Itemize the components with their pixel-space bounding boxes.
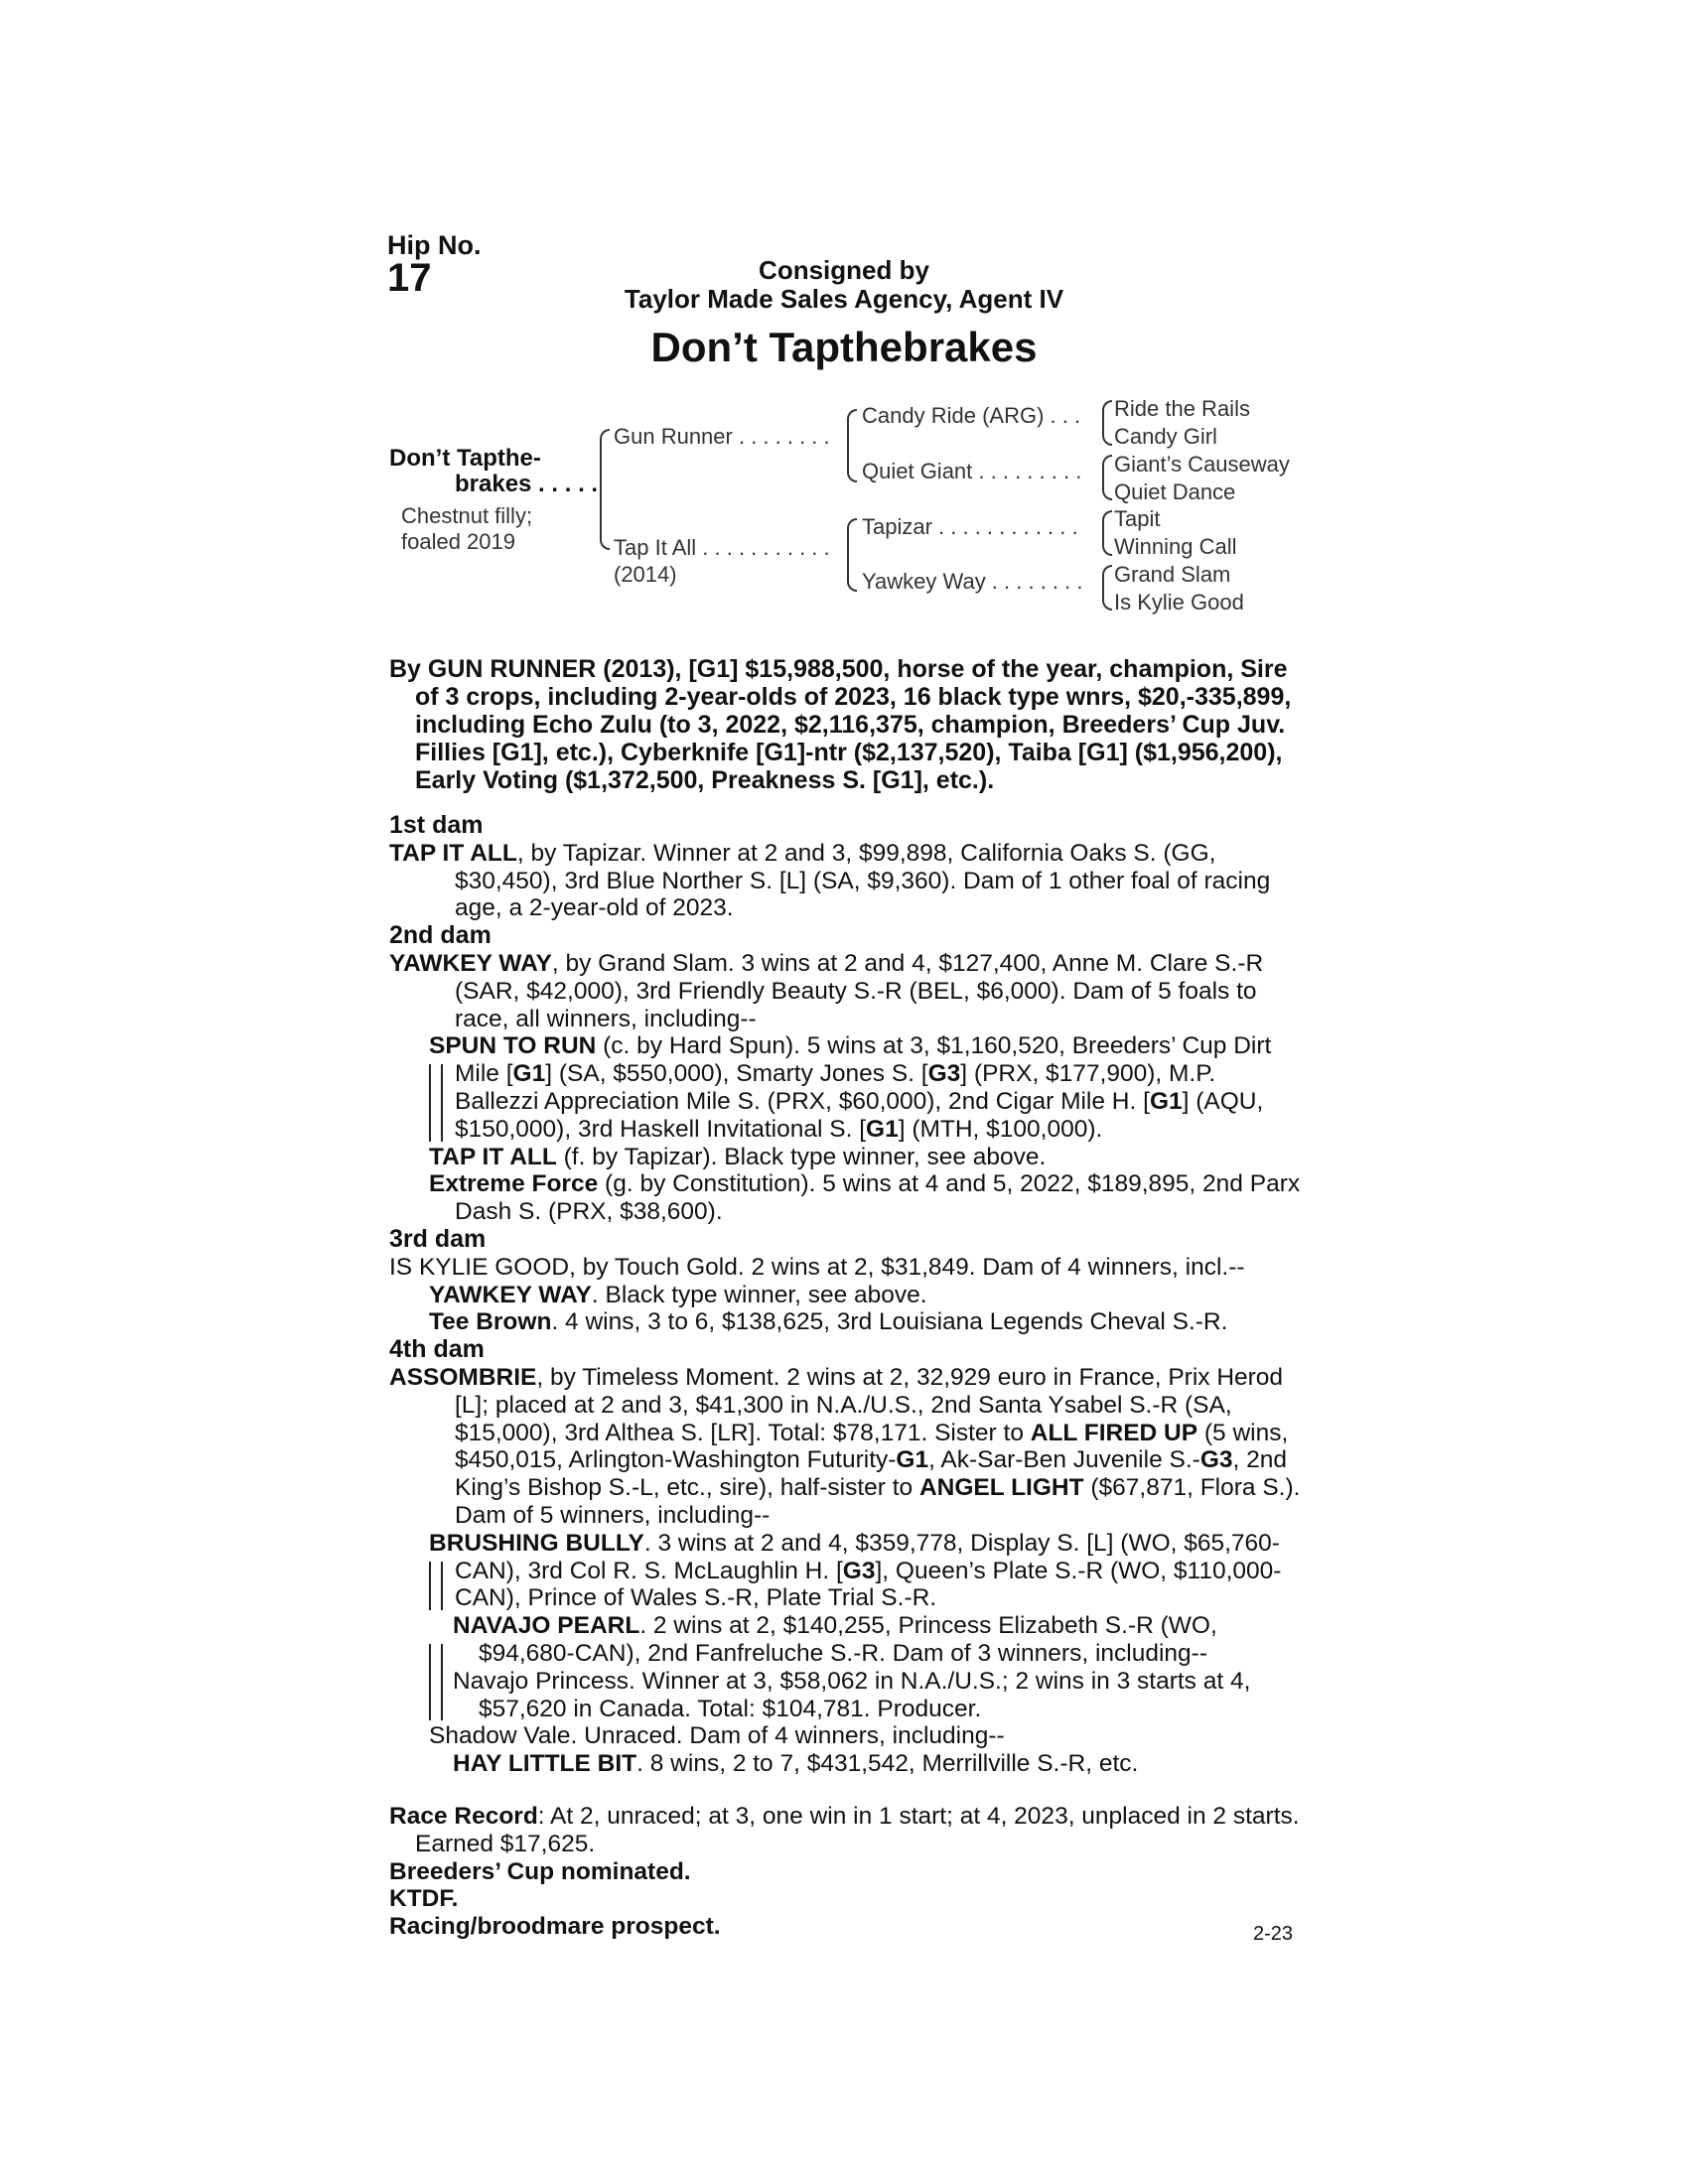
- produce-record-brushing-bully: [389, 1530, 1303, 1612]
- pedigree-g3-ancestor: Grand Slam: [1114, 562, 1231, 587]
- produce-name: BRUSHING BULLY: [429, 1529, 644, 1557]
- pedigree-g3-ancestor: Winning Call: [1114, 534, 1237, 559]
- produce-text: ] (PRX, $177,900), M.P. Ballezzi Appreciation Mile S. (PRX, $60,000), 2nd Cigar Mile H. [: [455, 1060, 1216, 1115]
- breeders-cup-note: Breeders’ Cup nominated.: [389, 1857, 691, 1885]
- produce-record-navajo-pearl: [389, 1612, 1303, 1722]
- second-dam-heading: 2nd dam: [389, 921, 492, 950]
- produce-entry: [389, 1612, 1303, 1668]
- produce-text: (c. by Hard Spun). 5 wins at 3, $1,160,520, Breeders’ Cup Dirt Mile [: [455, 1032, 1272, 1088]
- second-dam-entry: [389, 950, 1303, 1032]
- produce-entry: [389, 1144, 1303, 1171]
- produce-record-spun-to-run: [389, 1032, 1303, 1143]
- pedigree-dam: Tap It All . . . . . . . . . . .: [614, 535, 830, 560]
- produce-entry: [389, 1308, 1303, 1336]
- produce-entry: [389, 1530, 1303, 1612]
- pedigree-brace-g3-3: [1102, 510, 1112, 556]
- prospect-note: Racing/broodmare prospect.: [389, 1913, 721, 1941]
- pedigree-brace-main: [600, 429, 610, 550]
- grade-label: G3: [927, 1060, 961, 1088]
- race-record-label: Race Record: [389, 1803, 538, 1830]
- fourth-dam-entry: [389, 1364, 1303, 1530]
- race-record: [389, 1803, 1303, 1858]
- pedigree-brace-g3-4: [1102, 565, 1112, 611]
- pedigree-g3-ancestor: Tapit: [1114, 506, 1161, 531]
- consigned-by-label: Consigned by: [759, 255, 929, 285]
- pedigree-brace-g3-1: [1102, 400, 1112, 446]
- first-dam-name: TAP IT ALL: [389, 839, 517, 867]
- catalogue-body: [389, 812, 1303, 1778]
- grade-label: G1: [512, 1060, 546, 1088]
- produce-name: YAWKEY WAY: [429, 1281, 592, 1308]
- race-record-text: : At 2, unraced; at 3, one win in 1 start; at 4, 2023, unplaced in 2 starts. Earned $17,625.: [415, 1803, 1300, 1857]
- grade-label: G1: [866, 1115, 899, 1143]
- pedigree-sire-sire: Candy Ride (ARG) . . .: [862, 403, 1081, 428]
- pedigree-g3-ancestor: Ride the Rails: [1114, 396, 1250, 421]
- pedigree-brace-dam: [847, 518, 857, 592]
- ktdf-note: KTDF.: [389, 1885, 459, 1913]
- produce-entry: [389, 1282, 1303, 1309]
- produce-text: . Black type winner, see above.: [591, 1281, 927, 1308]
- produce-text: . 8 wins, 2 to 7, $431,542, Merrillville S.-R, etc.: [636, 1750, 1139, 1778]
- sibling-name: ALL FIRED UP: [1030, 1419, 1198, 1446]
- pedigree-description-line2: foaled 2019: [401, 529, 515, 554]
- fourth-dam-text: ($67,871, Flora S.). Dam of 5 winners, including--: [455, 1474, 1301, 1529]
- fourth-dam-heading: 4th dam: [389, 1335, 485, 1364]
- produce-text: . 4 wins, 3 to 6, $138,625, 3rd Louisiana Legends Cheval S.-R.: [551, 1308, 1228, 1336]
- consignor-name: Taylor Made Sales Agency, Agent IV: [624, 284, 1064, 314]
- produce-text: ] (MTH, $100,000).: [898, 1115, 1103, 1143]
- horse-name-title: Don’t Tapthebrakes: [650, 324, 1038, 370]
- produce-text: ], Queen’s Plate S.-R (WO, $110,000-CAN), Prince of Wales S.-R, Plate Trial S.-R.: [455, 1557, 1282, 1612]
- produce-name: TAP IT ALL: [429, 1143, 557, 1170]
- third-dam-entry: IS KYLIE GOOD, by Touch Gold. 2 wins at 2, $31,849. Dam of 4 winners, incl.--: [389, 1253, 1245, 1281]
- third-dam-heading: 3rd dam: [389, 1224, 487, 1253]
- fourth-dam-text: , Ak-Sar-Ben Juvenile S.-: [928, 1446, 1200, 1474]
- produce-entry: [389, 1032, 1303, 1143]
- produce-bar-marker: [429, 1562, 443, 1610]
- pedigree-brace-g3-2: [1102, 455, 1112, 500]
- produce-text: ] (SA, $550,000), Smarty Jones S. [: [545, 1060, 928, 1088]
- grade-label: G1: [1149, 1087, 1183, 1115]
- pedigree-g3-ancestor: Candy Girl: [1114, 424, 1217, 449]
- pedigree-dam-year: (2014): [614, 562, 677, 587]
- pedigree-brace-sire: [847, 409, 857, 482]
- sire-summary: [389, 655, 1303, 794]
- fourth-dam-text: , 2nd King’s Bishop S.-L, etc., sire), half-sister to: [455, 1446, 1287, 1502]
- sire-summary-text: By GUN RUNNER (2013), [G1] $15,988,500, horse of the year, champion, Sire of 3 crops, including 2-year-olds of 2023, 16 black type wnrs, $20,-335,899, including Echo Zulu (to 3, 2022, $2,116,375, champion, Breeders’ Cup Juv. Fillies [G1], etc.), Cyberknife [G1]-ntr ($2,137,520), Taiba [G1] ($1,956,200), Early Voting ($1,372,500, Preakness S. [G1], etc.).: [389, 655, 1292, 794]
- produce-name: Extreme Force: [429, 1170, 599, 1198]
- pedigree-description-line1: Chestnut filly;: [401, 503, 533, 528]
- pedigree-subject-line1: Don’t Tapthe-: [389, 445, 541, 472]
- produce-name: Tee Brown: [429, 1308, 552, 1336]
- pedigree-dam-dam: Yawkey Way . . . . . . . .: [862, 569, 1083, 594]
- fourth-dam-text: , by Timeless Moment. 2 wins at 2, 32,929 euro in France, Prix Herod [L]; placed at 2 and 3, $41,300 in N.A./U.S., 2nd Santa Ysabel S.-R (SA, $15,000), 3rd Althea S. [LR]. Total: $78,171. Sister to: [455, 1363, 1284, 1446]
- first-dam-text: , by Tapizar. Winner at 2 and 3, $99,898, California Oaks S. (GG, $30,450), 3rd Blue Norther S. [L] (SA, $9,360). Dam of 1 other foal of racing age, a 2-year-old of 2023.: [455, 839, 1271, 922]
- second-dam-name: YAWKEY WAY: [389, 949, 552, 977]
- produce-text: . 2 wins at 2, $140,255, Princess Elizabeth S.-R (WO, $94,680-CAN), 2nd Fanfreluche S.-R. Dam of 3 winners, including--: [479, 1612, 1217, 1667]
- pedigree-sire-dam: Quiet Giant . . . . . . . . .: [862, 459, 1082, 483]
- produce-bar-marker: [429, 1064, 443, 1141]
- produce-name: SPUN TO RUN: [429, 1032, 597, 1060]
- grade-label: G3: [842, 1557, 876, 1584]
- page-code: 2-23: [1253, 1923, 1294, 1945]
- produce-bar-marker: [429, 1644, 443, 1720]
- fourth-dam-name: ASSOMBRIE: [389, 1363, 537, 1391]
- produce-name: NAVAJO PEARL: [453, 1612, 640, 1640]
- produce-entry: [389, 1750, 1303, 1778]
- sibling-name: ANGEL LIGHT: [918, 1474, 1084, 1502]
- grade-label: G1: [896, 1446, 929, 1474]
- pedigree-subject-line2: brakes . . . . .: [455, 471, 599, 497]
- grade-label: G3: [1199, 1446, 1233, 1474]
- hip-number: 17: [387, 256, 432, 300]
- produce-entry: Navajo Princess. Winner at 3, $58,062 in N.A./U.S.; 2 wins in 3 starts at 4, $57,620 in Canada. Total: $104,781. Producer.: [453, 1667, 1251, 1722]
- produce-name: HAY LITTLE BIT: [453, 1750, 637, 1778]
- hip-label: Hip No.: [387, 230, 482, 260]
- produce-text: (f. by Tapizar). Black type winner, see above.: [556, 1143, 1047, 1170]
- pedigree-g3-ancestor: Quiet Dance: [1114, 479, 1236, 504]
- pedigree-sire: Gun Runner . . . . . . . .: [614, 424, 830, 449]
- first-dam-heading: 1st dam: [389, 811, 484, 839]
- pedigree-g3-ancestor: Giant’s Causeway: [1114, 452, 1290, 477]
- second-dam-text: , by Grand Slam. 3 wins at 2 and 4, $127,400, Anne M. Clare S.-R (SAR, $42,000), 3rd Friendly Beauty S.-R (BEL, $6,000). Dam of 5 foals to race, all winners, including--: [455, 949, 1264, 1032]
- produce-text: . 3 wins at 2 and 4, $359,778, Display S. [L] (WO, $65,760-CAN), 3rd Col R. S. McLaughlin H. [: [455, 1529, 1280, 1584]
- fourth-dam-text: (5 wins, $450,015, Arlington-Washington Futurity-: [455, 1419, 1289, 1474]
- pedigree-g3-ancestor: Is Kylie Good: [1114, 590, 1244, 614]
- pedigree-dam-sire: Tapizar . . . . . . . . . . . .: [862, 514, 1078, 539]
- produce-text: (g. by Constitution). 5 wins at 4 and 5, 2022, $189,895, 2nd Parx Dash S. (PRX, $38,600).: [455, 1170, 1301, 1226]
- produce-text: ] (AQU, $150,000), 3rd Haskell Invitational S. [: [455, 1087, 1264, 1143]
- race-record-section: [389, 1803, 1303, 1941]
- produce-entry: [389, 1170, 1303, 1226]
- first-dam-entry: [389, 840, 1303, 922]
- produce-entry: Shadow Vale. Unraced. Dam of 4 winners, including--: [429, 1722, 1005, 1750]
